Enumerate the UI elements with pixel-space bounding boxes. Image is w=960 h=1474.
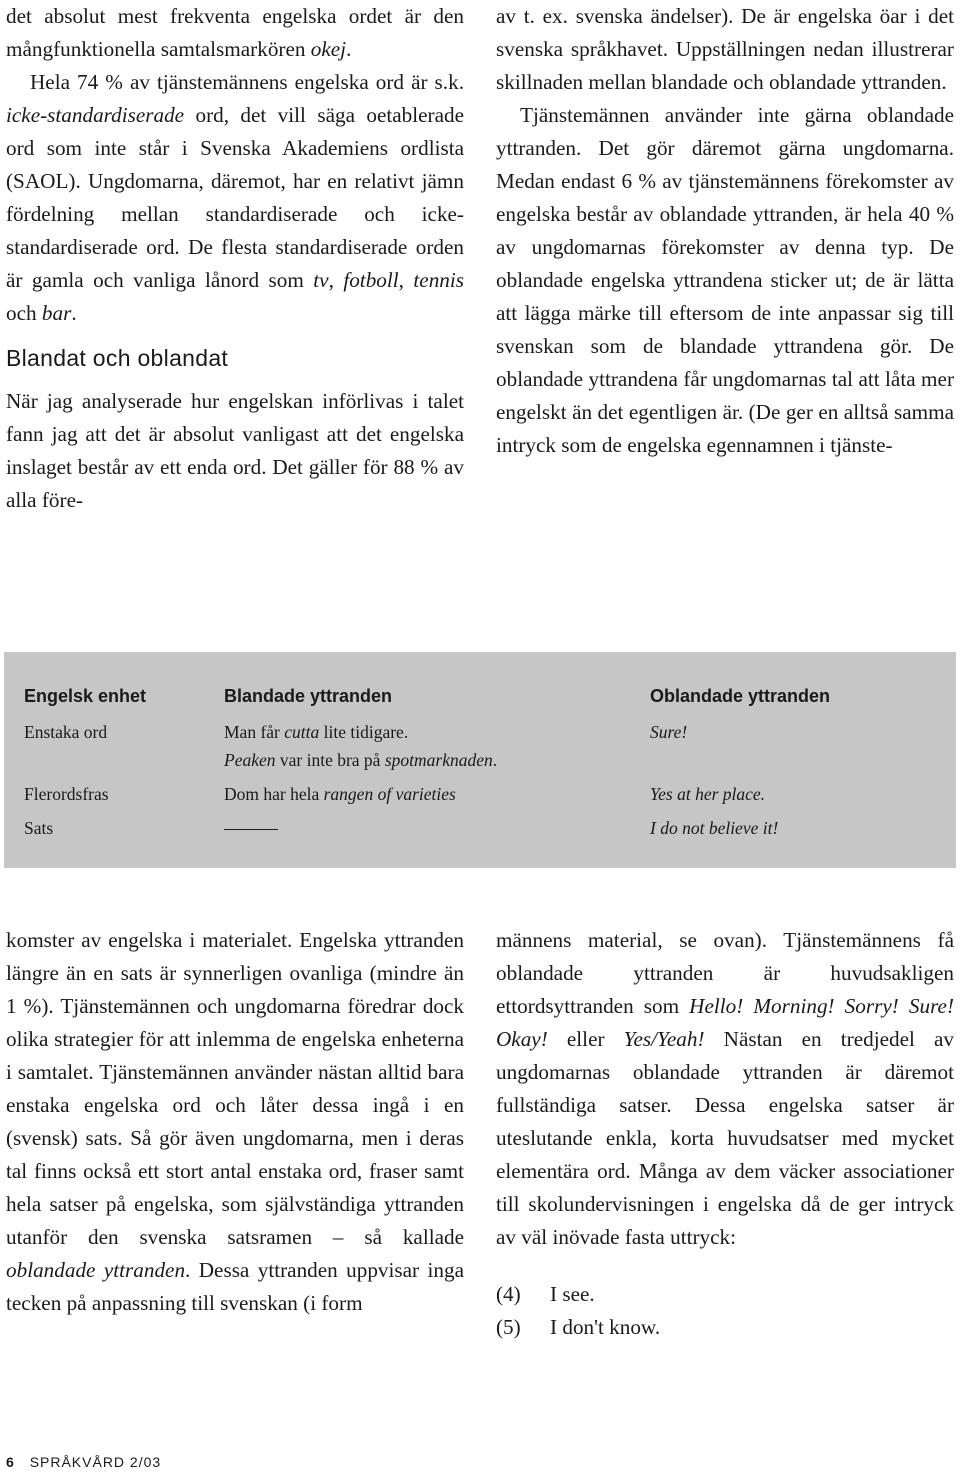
- mixed-cell: Dom har hela rangen of varieties: [224, 784, 456, 804]
- paragraph: komster av engelska i materialet. Engelska yttranden längre än en sats är synnerligen ovanliga (mindre än 1 %). Tjänstemännen och ungdomarna föredrar dock olika strategier för att inlemma de engelska enheterna i samtalet. Tjänstemännen använder nästan alltid bara enstaka engelska ord och låter dessa ingå i en (svensk) sats. Så gör även ungdomarna, men i deras tal finns också ett stort antal enstaka ord, fraser samt hela satser på engelska, som självständiga yttranden utanför den svenska satsramen – så kallade oblandade yttranden. Dessa yttranden uppvisar inga tecken på anpassning till svenskan (i form: [6, 928, 464, 1315]
- table-header-row: [24, 682, 944, 718]
- unmixed-cell: I do not believe it!: [650, 818, 779, 838]
- paragraph: männens material, se ovan). Tjänstemännens få oblandade yttranden är huvudsakligen ettordsyttranden som Hello! Morning! Sorry! Sure! Okay! eller Yes/Yeah! Nästan en tredjedel av ungdomarnas oblandade yttranden är däremot fullständiga satser. Dessa engelska satser är uteslutande enkla, korta huvudsatser med mycket elementära ord. Många av dem väcker associationer till skolundervisningen i engelska då de ger intryck av väl inövade fasta uttryck:: [496, 928, 954, 1249]
- example-item: [496, 1278, 954, 1311]
- paragraph: av t. ex. svenska ändelser). De är engelska öar i det svenska språkhavet. Uppställningen nedan illustrerar skillnaden mellan blandade och oblandade yttranden.: [496, 4, 954, 94]
- comparison-table-box: [4, 652, 956, 868]
- paragraph: När jag analyserade hur engelskan införlivas i talet fann jag att det är absolut vanligast att det engelska inslaget består av ett enda ord. Det gäller för 88 % av alla före-: [6, 389, 464, 512]
- comparison-table: [24, 682, 944, 848]
- paragraph: Tjänstemännen använder inte gärna oblandade yttranden. Det gör däremot gärna ungdomarna. Medan endast 6 % av tjänstemännens förekomster av engelska består av oblandade yttranden, är hela 40 % av ungdomarnas förekomster av denna typ. De oblandade engelska yttrandena sticker ut; de är lätta att lägga märke till eftersom de inte anpassar sig till svenskan som de blandade yttrandena gör. De oblandade yttrandena får ungdomarnas tal att låta mer engelskt än det egentligen är. (De ger en alltså samma intryck som de engelska egennamnen i tjänste-: [496, 103, 954, 457]
- mixed-cell-empty: [224, 814, 644, 842]
- column-2: [496, 0, 954, 462]
- example-text: I don't know.: [550, 1315, 661, 1339]
- paragraph: det absolut mest frekventa engelska ordet är den mångfunktionella samtalsmarkören okej.: [6, 4, 464, 61]
- header-unit: Engelsk enhet: [24, 686, 147, 706]
- unit-cell: Flerordsfras: [24, 784, 109, 804]
- column-4: [496, 924, 954, 1344]
- dash-line: [224, 829, 278, 830]
- paragraph: Hela 74 % av tjänstemännens engelska ord är s.k. icke-standardiserade ord, det vill säga oetablerade ord som inte står i Svenska Akademiens ordlista (SAOL). Ungdomarna, däremot, har en relativt jämn fördelning mellan standardiserade och icke-standardiserade ord. De flesta standardiserade orden är gamla och vanliga lånord som tv, fotboll, tennis och bar.: [6, 70, 465, 325]
- unmixed-cell: Yes at her place.: [650, 784, 766, 804]
- header-mixed: Blandade yttranden: [224, 686, 393, 706]
- table-row: [24, 780, 944, 814]
- unit-cell: Sats: [24, 818, 54, 838]
- unit-cell: Enstaka ord: [24, 722, 108, 742]
- table-row: [24, 814, 944, 848]
- example-number: (5): [496, 1315, 521, 1339]
- example-item: [496, 1311, 954, 1344]
- unmixed-cell: Sure!: [650, 722, 688, 742]
- column-1: [6, 0, 464, 517]
- table-row: [24, 718, 944, 780]
- journal-name: SPRÅKVÅRD 2/03: [29, 1454, 162, 1470]
- mixed-cell: Man får cutta lite tidigare. Peaken var inte bra på spotmarknaden.: [224, 722, 498, 770]
- page-number: 6: [6, 1454, 15, 1470]
- example-number: (4): [496, 1282, 521, 1306]
- section-heading: Blandat och oblandat: [6, 345, 229, 371]
- example-text: I see.: [550, 1282, 595, 1306]
- header-unmixed: Oblandade yttranden: [650, 686, 831, 706]
- page-footer: [6, 1454, 161, 1470]
- column-3: [6, 924, 464, 1320]
